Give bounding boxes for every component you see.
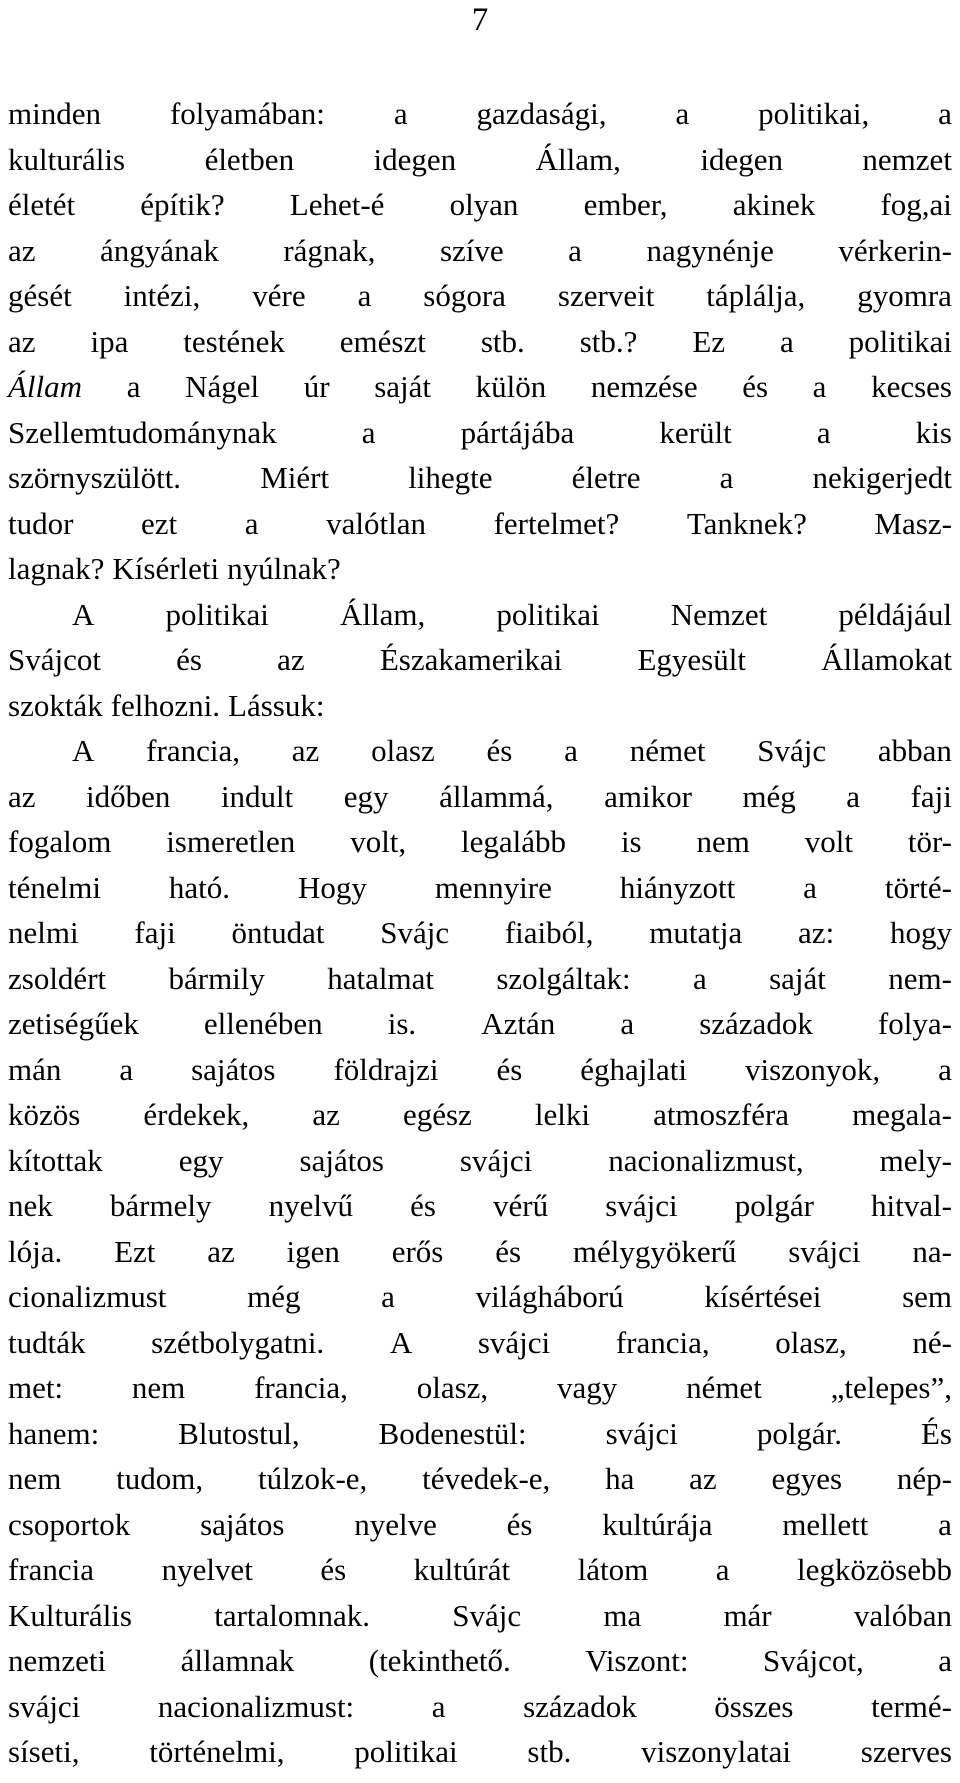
word: szerveit <box>557 278 655 313</box>
word: volt, <box>350 824 407 859</box>
text-line <box>8 819 952 865</box>
word: abban <box>877 733 952 768</box>
word: lelki <box>534 1097 590 1132</box>
word: ezt <box>141 505 178 541</box>
word: igen <box>286 1233 340 1269</box>
word: Lássuk: <box>228 687 325 723</box>
text-line <box>8 182 952 228</box>
word: érdekek, <box>143 1097 250 1132</box>
text-line <box>8 1411 952 1457</box>
word: svájci <box>788 1233 861 1269</box>
word: ténelmi <box>8 869 101 905</box>
word: olasz, <box>416 1370 489 1405</box>
word: saját <box>374 369 431 404</box>
text-line <box>8 546 952 592</box>
word: olasz <box>371 733 435 768</box>
word: még <box>247 1279 301 1314</box>
word: a <box>393 96 408 131</box>
word: nelmi <box>8 915 79 950</box>
word: Államokat <box>821 642 952 677</box>
word: A <box>389 1324 413 1360</box>
word: és <box>176 642 202 677</box>
word: életre <box>571 460 641 495</box>
text-line <box>8 1274 952 1320</box>
word: kísértései <box>704 1279 822 1314</box>
word: századok <box>699 1006 813 1041</box>
word: is <box>620 824 642 859</box>
word: met: <box>8 1370 64 1405</box>
word: nem <box>8 1461 62 1496</box>
word: és <box>742 369 769 404</box>
text-line <box>8 1092 952 1138</box>
word: viszonyok, <box>745 1051 881 1087</box>
text-line <box>8 1502 952 1548</box>
word: rágnak, <box>283 232 376 268</box>
word: az <box>312 1097 340 1132</box>
word: német <box>629 733 706 768</box>
word: folyamában: <box>169 96 325 131</box>
word: Svájcot <box>8 642 101 677</box>
word: gyomra <box>857 278 952 313</box>
word: emészt <box>339 323 426 359</box>
word: a <box>564 733 578 768</box>
text-line <box>8 1684 952 1730</box>
text-line <box>8 273 952 319</box>
word: sógora <box>423 278 506 313</box>
word: lója. <box>8 1233 63 1269</box>
text-line <box>8 137 952 183</box>
word: amikor <box>604 778 692 814</box>
word: bármily <box>168 960 265 996</box>
word: szíve <box>439 232 504 268</box>
word: Svájc <box>757 733 827 768</box>
word: a <box>938 1643 952 1678</box>
word: ható. <box>168 869 231 905</box>
word: és <box>496 1051 523 1087</box>
word: politikai <box>848 323 952 359</box>
word: került <box>659 414 732 450</box>
word: az <box>277 642 305 677</box>
word: a <box>568 232 582 268</box>
word: külön <box>475 369 547 404</box>
word: stb. <box>527 1734 572 1769</box>
word: fertelmet? <box>493 505 620 541</box>
text-line <box>8 1456 952 1502</box>
word: valóban <box>853 1597 952 1633</box>
word: polgár. <box>756 1415 843 1451</box>
word: törté- <box>884 869 952 905</box>
word: faji <box>134 915 176 950</box>
word: francia, <box>615 1324 710 1360</box>
word: az <box>8 232 36 268</box>
word: kítottak <box>8 1142 103 1178</box>
text-line <box>8 1547 952 1593</box>
word: ángyának <box>100 232 219 268</box>
word: tudor <box>8 505 74 541</box>
word: a <box>938 1051 952 1087</box>
text-line <box>8 1365 952 1411</box>
word: a <box>692 960 707 996</box>
text-line <box>8 1729 952 1775</box>
word: Viszont: <box>585 1643 689 1678</box>
text-line <box>8 956 952 1002</box>
text-line <box>8 1229 952 1275</box>
text-line <box>8 1138 952 1184</box>
word: a <box>938 96 952 131</box>
word: tévedek-e, <box>422 1461 551 1496</box>
text-line <box>8 319 952 365</box>
word: valótlan <box>326 505 426 541</box>
word: nemzése <box>590 369 698 404</box>
text-line <box>8 1183 952 1229</box>
word: századok <box>523 1688 637 1724</box>
word: nek <box>8 1188 53 1223</box>
text-line <box>8 1638 952 1684</box>
word: a <box>938 1506 952 1542</box>
word: stb. <box>480 323 525 359</box>
word: faji <box>910 778 952 814</box>
word: svájci <box>477 1324 551 1360</box>
text-line <box>8 1047 952 1093</box>
word: szokták <box>8 687 103 723</box>
text-line <box>8 455 952 501</box>
word: sajátos <box>200 1506 285 1542</box>
word: nyúlnak? <box>227 551 341 586</box>
word: nép- <box>896 1461 952 1496</box>
word: fiaiból, <box>504 915 594 950</box>
word: életben <box>204 141 295 177</box>
word: és <box>506 1506 533 1542</box>
word: legalább <box>461 824 567 859</box>
word: zetiségűek <box>8 1006 139 1041</box>
text-line <box>8 91 952 137</box>
text-line <box>8 728 952 774</box>
word: egy <box>178 1142 224 1178</box>
word: látom <box>577 1552 649 1587</box>
word: na- <box>912 1233 952 1269</box>
word: táplálja, <box>706 278 806 313</box>
word: Szellemtudománynak <box>8 414 277 450</box>
word: erős <box>391 1233 444 1269</box>
text-line <box>8 501 952 547</box>
word: tudom, <box>116 1461 204 1496</box>
word: nem <box>696 824 750 859</box>
word: Blutostul, <box>178 1415 300 1451</box>
word: mán <box>8 1051 62 1087</box>
word: svájci <box>605 1415 678 1451</box>
word: gazdasági, <box>476 96 607 131</box>
word: francia, <box>254 1370 348 1405</box>
word: hanem: <box>8 1415 100 1451</box>
word: ipa <box>90 323 129 359</box>
text-line <box>8 228 952 274</box>
word: csoportok <box>8 1506 131 1542</box>
word: szerves <box>860 1734 952 1769</box>
word: tör- <box>907 824 952 859</box>
text-line <box>8 637 952 683</box>
word: mélygyökerű <box>572 1233 737 1269</box>
text-line <box>8 364 952 410</box>
word: gését <box>8 278 72 313</box>
word: sajátos <box>191 1051 276 1087</box>
word: összes <box>714 1688 794 1724</box>
text-line <box>8 865 952 911</box>
word: mutatja <box>649 915 743 950</box>
word: politikai <box>165 596 269 632</box>
word: vére <box>252 278 306 313</box>
word: a <box>361 414 376 450</box>
word: indult <box>220 778 294 814</box>
word: Kulturális <box>8 1597 132 1633</box>
text-line <box>8 774 952 820</box>
word: Ez <box>692 323 726 359</box>
word: hogy <box>889 915 952 950</box>
word: a <box>119 1051 134 1087</box>
word: politikai, <box>758 96 870 131</box>
word: a <box>715 1552 730 1587</box>
word: Svájc <box>380 915 450 950</box>
word: a <box>357 278 372 313</box>
word: lihegte <box>408 460 493 495</box>
word: szétbolygatni. <box>151 1324 325 1360</box>
word: egyes <box>771 1461 843 1496</box>
word: Hogy <box>297 869 367 905</box>
word: legközösebb <box>797 1552 952 1587</box>
word: földrajzi <box>333 1051 439 1087</box>
word: Ezt <box>114 1233 156 1269</box>
word: cionalizmust <box>8 1279 167 1314</box>
word: akinek <box>732 187 816 222</box>
word: az <box>8 323 36 359</box>
word: Állam, <box>535 141 621 177</box>
word: egész <box>402 1097 472 1132</box>
word: már <box>723 1597 772 1633</box>
word: építik? <box>140 187 225 222</box>
text-line <box>8 683 952 729</box>
word: ember, <box>583 187 668 222</box>
word: idegen <box>700 141 783 177</box>
word: Bodenestül: <box>378 1415 527 1451</box>
word: Állam, <box>339 596 426 632</box>
word: öntudat <box>231 915 325 950</box>
word: ellenében <box>203 1006 323 1041</box>
word: zsoldért <box>8 960 107 996</box>
word: egy <box>343 778 389 814</box>
word: És <box>920 1415 952 1451</box>
word: tartalomnak. <box>214 1597 371 1633</box>
word: az <box>8 778 36 814</box>
word: kultúrát <box>413 1552 511 1587</box>
word: és <box>495 1233 522 1269</box>
word: vérkerin- <box>838 232 952 268</box>
word: világháború <box>475 1279 624 1314</box>
word: és <box>320 1552 347 1587</box>
text-line <box>8 592 952 638</box>
word: kultúrája <box>602 1506 713 1542</box>
word: ismeretlen <box>166 824 296 859</box>
word: a <box>620 1006 635 1041</box>
word: és <box>486 733 513 768</box>
word: svájci <box>8 1688 81 1724</box>
word: olasz, <box>775 1324 847 1360</box>
word: mennyire <box>434 869 552 905</box>
word: és <box>410 1188 436 1223</box>
page-number: 7 <box>471 2 489 38</box>
word: a <box>675 96 690 131</box>
word: a <box>803 869 817 905</box>
word: nagynénje <box>646 232 774 268</box>
word: Svájcot, <box>762 1643 864 1678</box>
word: nem <box>131 1370 186 1405</box>
word: a <box>244 505 259 541</box>
text-line <box>8 410 952 456</box>
word: nekigerjedt <box>812 460 952 495</box>
word: történelmi, <box>149 1734 285 1769</box>
word: atmoszféra <box>653 1097 790 1132</box>
word: szolgáltak: <box>496 960 631 996</box>
word: a <box>126 369 141 404</box>
word: mely- <box>879 1142 952 1178</box>
word: államnak <box>180 1643 295 1678</box>
word: Állam <box>8 369 83 404</box>
word: Tanknek? <box>686 505 807 541</box>
word: kis <box>915 414 952 450</box>
word: A <box>72 596 95 632</box>
word: nemzet <box>862 141 952 177</box>
word: a <box>846 778 861 814</box>
word: svájci <box>605 1188 678 1223</box>
word: polgár <box>734 1188 814 1223</box>
word: az <box>207 1233 235 1269</box>
word: politikai <box>496 596 600 632</box>
word: ma <box>603 1597 642 1633</box>
word: idegen <box>373 141 457 177</box>
word: még <box>742 778 796 814</box>
word: Kísérleti <box>112 551 220 586</box>
word: bármely <box>109 1188 212 1223</box>
word: volt <box>804 824 853 859</box>
word: Egyesült <box>637 642 746 677</box>
word: fogalom <box>8 824 112 859</box>
word: mellett <box>782 1506 869 1542</box>
word: kecses <box>871 369 952 404</box>
word: folya- <box>877 1006 952 1041</box>
word: francia, <box>146 733 240 768</box>
text-line <box>8 1593 952 1639</box>
word: Nágel <box>185 369 260 404</box>
word: a <box>431 1688 446 1724</box>
word: Északamerikai <box>379 642 563 677</box>
word: „telepes”, <box>830 1370 952 1405</box>
text-line <box>8 1320 952 1366</box>
word: A <box>72 733 95 768</box>
word: az: <box>798 915 835 950</box>
word: megala- <box>852 1097 952 1132</box>
word: testének <box>183 323 285 359</box>
word: is. <box>387 1006 417 1041</box>
word: síseti, <box>8 1734 80 1769</box>
word: a <box>779 323 794 359</box>
word: hitval- <box>871 1188 952 1223</box>
word: az <box>689 1461 717 1496</box>
word: hiányzott <box>619 869 736 905</box>
word: nacionalizmust: <box>157 1688 355 1724</box>
word: vagy <box>556 1370 618 1405</box>
word: éghajlati <box>580 1051 688 1087</box>
word: túlzok-e, <box>257 1461 368 1496</box>
word: közös <box>8 1097 81 1132</box>
word: Lehet-é <box>289 187 385 222</box>
word: Nemzet <box>670 596 768 632</box>
word: fog,ai <box>880 187 952 222</box>
word: időben <box>86 778 171 814</box>
word: nemzeti <box>8 1643 107 1678</box>
word: sajátos <box>299 1142 384 1178</box>
word: nyelvű <box>268 1188 353 1223</box>
word: olyan <box>449 187 519 222</box>
word: példájául <box>838 596 952 632</box>
word: minden <box>8 96 101 131</box>
word: hatalmat <box>327 960 434 996</box>
word: Masz- <box>874 505 952 541</box>
word: vérű <box>493 1188 549 1223</box>
word: ha <box>605 1461 635 1496</box>
word: (tekinthető. <box>368 1643 511 1678</box>
word: intézi, <box>123 278 201 313</box>
word: nacionalizmust, <box>608 1142 804 1178</box>
word: termé- <box>871 1688 952 1724</box>
word: a <box>719 460 734 495</box>
text-line <box>8 1001 952 1047</box>
word: viszonylatai <box>641 1734 791 1769</box>
word: nyelvet <box>161 1552 253 1587</box>
word: francia <box>8 1552 95 1587</box>
word: kulturális <box>8 141 126 177</box>
text-line <box>8 910 952 956</box>
word: nem- <box>888 960 952 996</box>
word: Aztán <box>481 1006 556 1041</box>
word: Miért <box>260 460 330 495</box>
word: állammá, <box>439 778 554 814</box>
text-body <box>8 91 952 1775</box>
word: a <box>381 1279 395 1314</box>
word: a <box>812 369 827 404</box>
word: felhozni. <box>110 687 221 723</box>
word: úr <box>303 369 330 404</box>
word: Svájc <box>452 1597 522 1633</box>
word: politikai <box>354 1734 458 1769</box>
word: nyelve <box>354 1506 437 1542</box>
word: svájci <box>459 1142 533 1178</box>
word: pártájába <box>460 414 575 450</box>
word: tudták <box>8 1324 86 1360</box>
word: a <box>816 414 831 450</box>
word: saját <box>769 960 826 996</box>
word: stb.? <box>579 323 638 359</box>
word: szörnyszülött. <box>8 460 182 495</box>
word: sem <box>902 1279 952 1314</box>
word: lagnak? <box>8 551 105 586</box>
word: német <box>686 1370 762 1405</box>
word: né- <box>912 1324 952 1360</box>
word: életét <box>8 187 76 222</box>
word: az <box>291 733 320 768</box>
